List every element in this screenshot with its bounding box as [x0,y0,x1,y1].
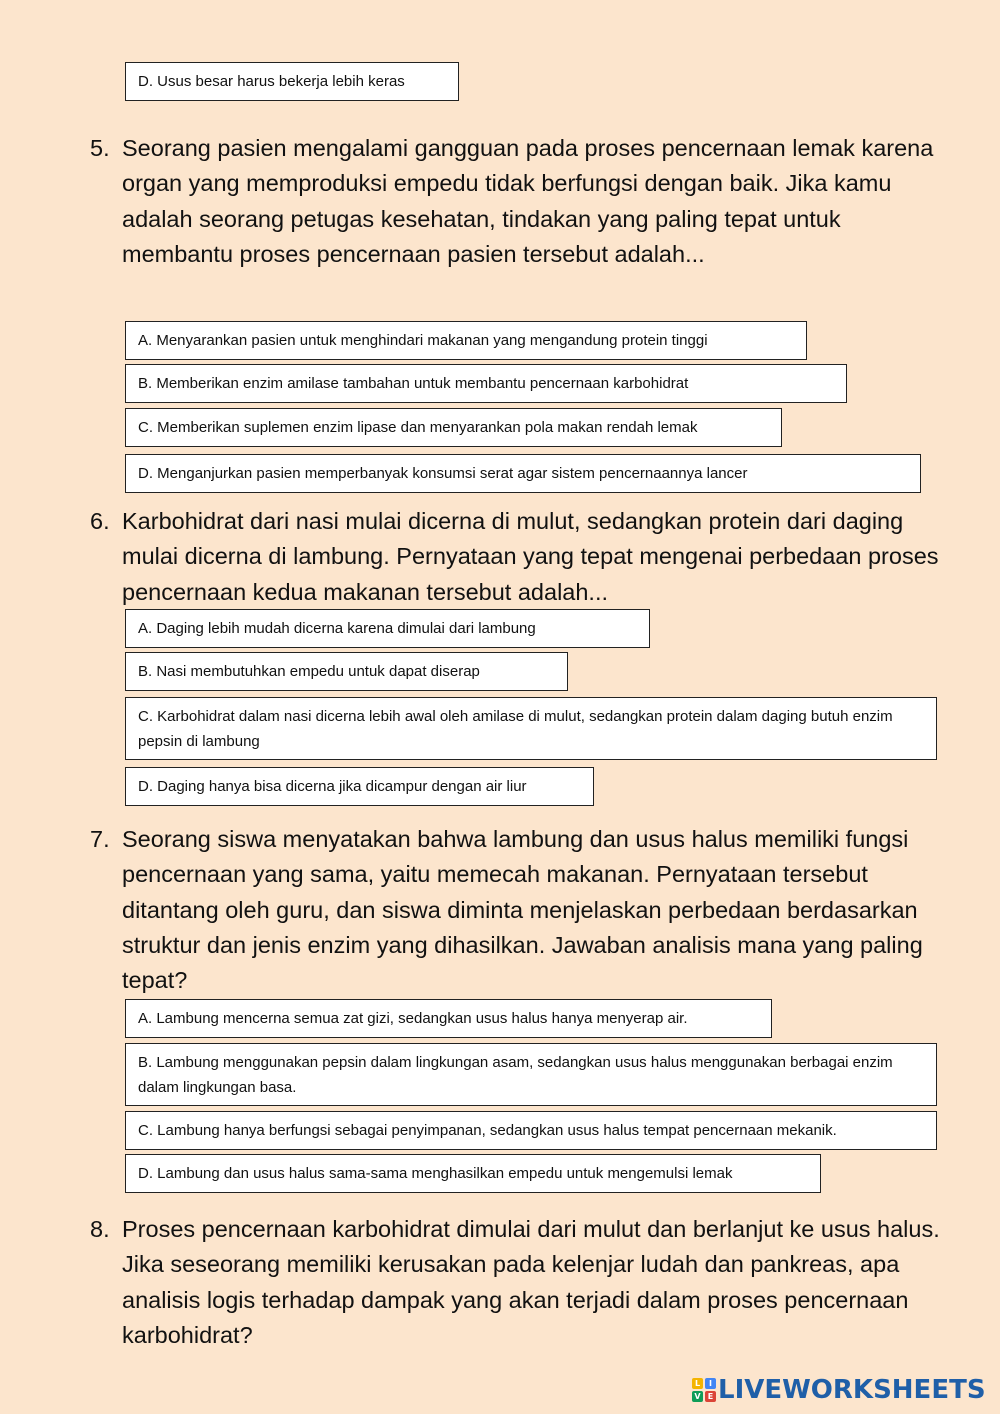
q6-option-a[interactable]: A. Daging lebih mudah dicerna karena dimulai dari lambung [125,609,650,648]
question-7-text: Seorang siswa menyatakan bahwa lambung dan usus halus memiliki fungsi pencernaan yang sama, yaitu memecah makanan. Pernyataan tersebut ditantang oleh guru, dan siswa diminta menjelaskan perbedaan berdasarkan struktur dan jenis enzim yang dihasilkan. Jawaban analisis mana yang paling tepat? [122,826,923,994]
q6-option-d[interactable]: D. Daging hanya bisa dicerna jika dicampur dengan air liur [125,767,594,806]
question-8-number: 8. [90,1216,110,1242]
q7-option-d[interactable]: D. Lambung dan usus halus sama-sama menghasilkan empedu untuk mengemulsi lemak [125,1154,821,1193]
question-7 [90,822,950,998]
logo-tile-e: E [705,1391,716,1402]
q5-option-b[interactable]: B. Memberikan enzim amilase tambahan untuk membantu pencernaan karbohidrat [125,364,847,403]
q6-option-b[interactable]: B. Nasi membutuhkan empedu untuk dapat diserap [125,652,568,691]
logo-tile-i: I [705,1378,716,1389]
question-6-text: Karbohidrat dari nasi mulai dicerna di mulut, sedangkan protein dari daging mulai dicerna di lambung. Pernyataan yang tepat mengenai perbedaan proses pencernaan kedua makanan tersebut adalah... [122,508,939,605]
question-5-text: Seorang pasien mengalami gangguan pada proses pencernaan lemak karena organ yang memproduksi empedu tidak berfungsi dengan baik. Jika kamu adalah seorang petugas kesehatan, tindakan yang paling tepat untuk membantu proses pencernaan pasien tersebut adalah... [122,135,934,267]
question-7-number: 7. [90,826,110,852]
logo-tile-l: L [692,1378,703,1389]
question-8 [90,1212,950,1353]
q6-option-c[interactable]: C. Karbohidrat dalam nasi dicerna lebih awal oleh amilase di mulut, sedangkan protein dalam daging butuh enzim pepsin di lambung [125,697,937,760]
q4-option-d[interactable]: D. Usus besar harus bekerja lebih keras [125,62,459,101]
liveworksheets-icon [692,1378,716,1402]
q5-option-c[interactable]: C. Memberikan suplemen enzim lipase dan menyarankan pola makan rendah lemak [125,408,782,447]
question-5 [90,131,950,272]
q5-option-d[interactable]: D. Menganjurkan pasien memperbanyak konsumsi serat agar sistem pencernaannya lancer [125,454,921,493]
q7-option-b[interactable]: B. Lambung menggunakan pepsin dalam lingkungan asam, sedangkan usus halus menggunakan berbagai enzim dalam lingkungan basa. [125,1043,937,1106]
question-5-number: 5. [90,135,110,161]
liveworksheets-logo [692,1373,986,1407]
question-6-number: 6. [90,508,110,534]
q7-option-a[interactable]: A. Lambung mencerna semua zat gizi, sedangkan usus halus hanya menyerap air. [125,999,772,1038]
logo-tile-v: V [692,1391,703,1402]
q5-option-a[interactable]: A. Menyarankan pasien untuk menghindari makanan yang mengandung protein tinggi [125,321,807,360]
question-8-text: Proses pencernaan karbohidrat dimulai dari mulut dan berlanjut ke usus halus. Jika seseorang memiliki kerusakan pada kelenjar ludah dan pankreas, apa analisis logis terhadap dampak yang akan terjadi dalam proses pencernaan karbohidrat? [122,1216,940,1348]
q7-option-c[interactable]: C. Lambung hanya berfungsi sebagai penyimpanan, sedangkan usus halus tempat pencernaan mekanik. [125,1111,937,1150]
question-6 [90,504,950,610]
liveworksheets-wordmark: LIVEWORKSHEETS [718,1375,986,1405]
